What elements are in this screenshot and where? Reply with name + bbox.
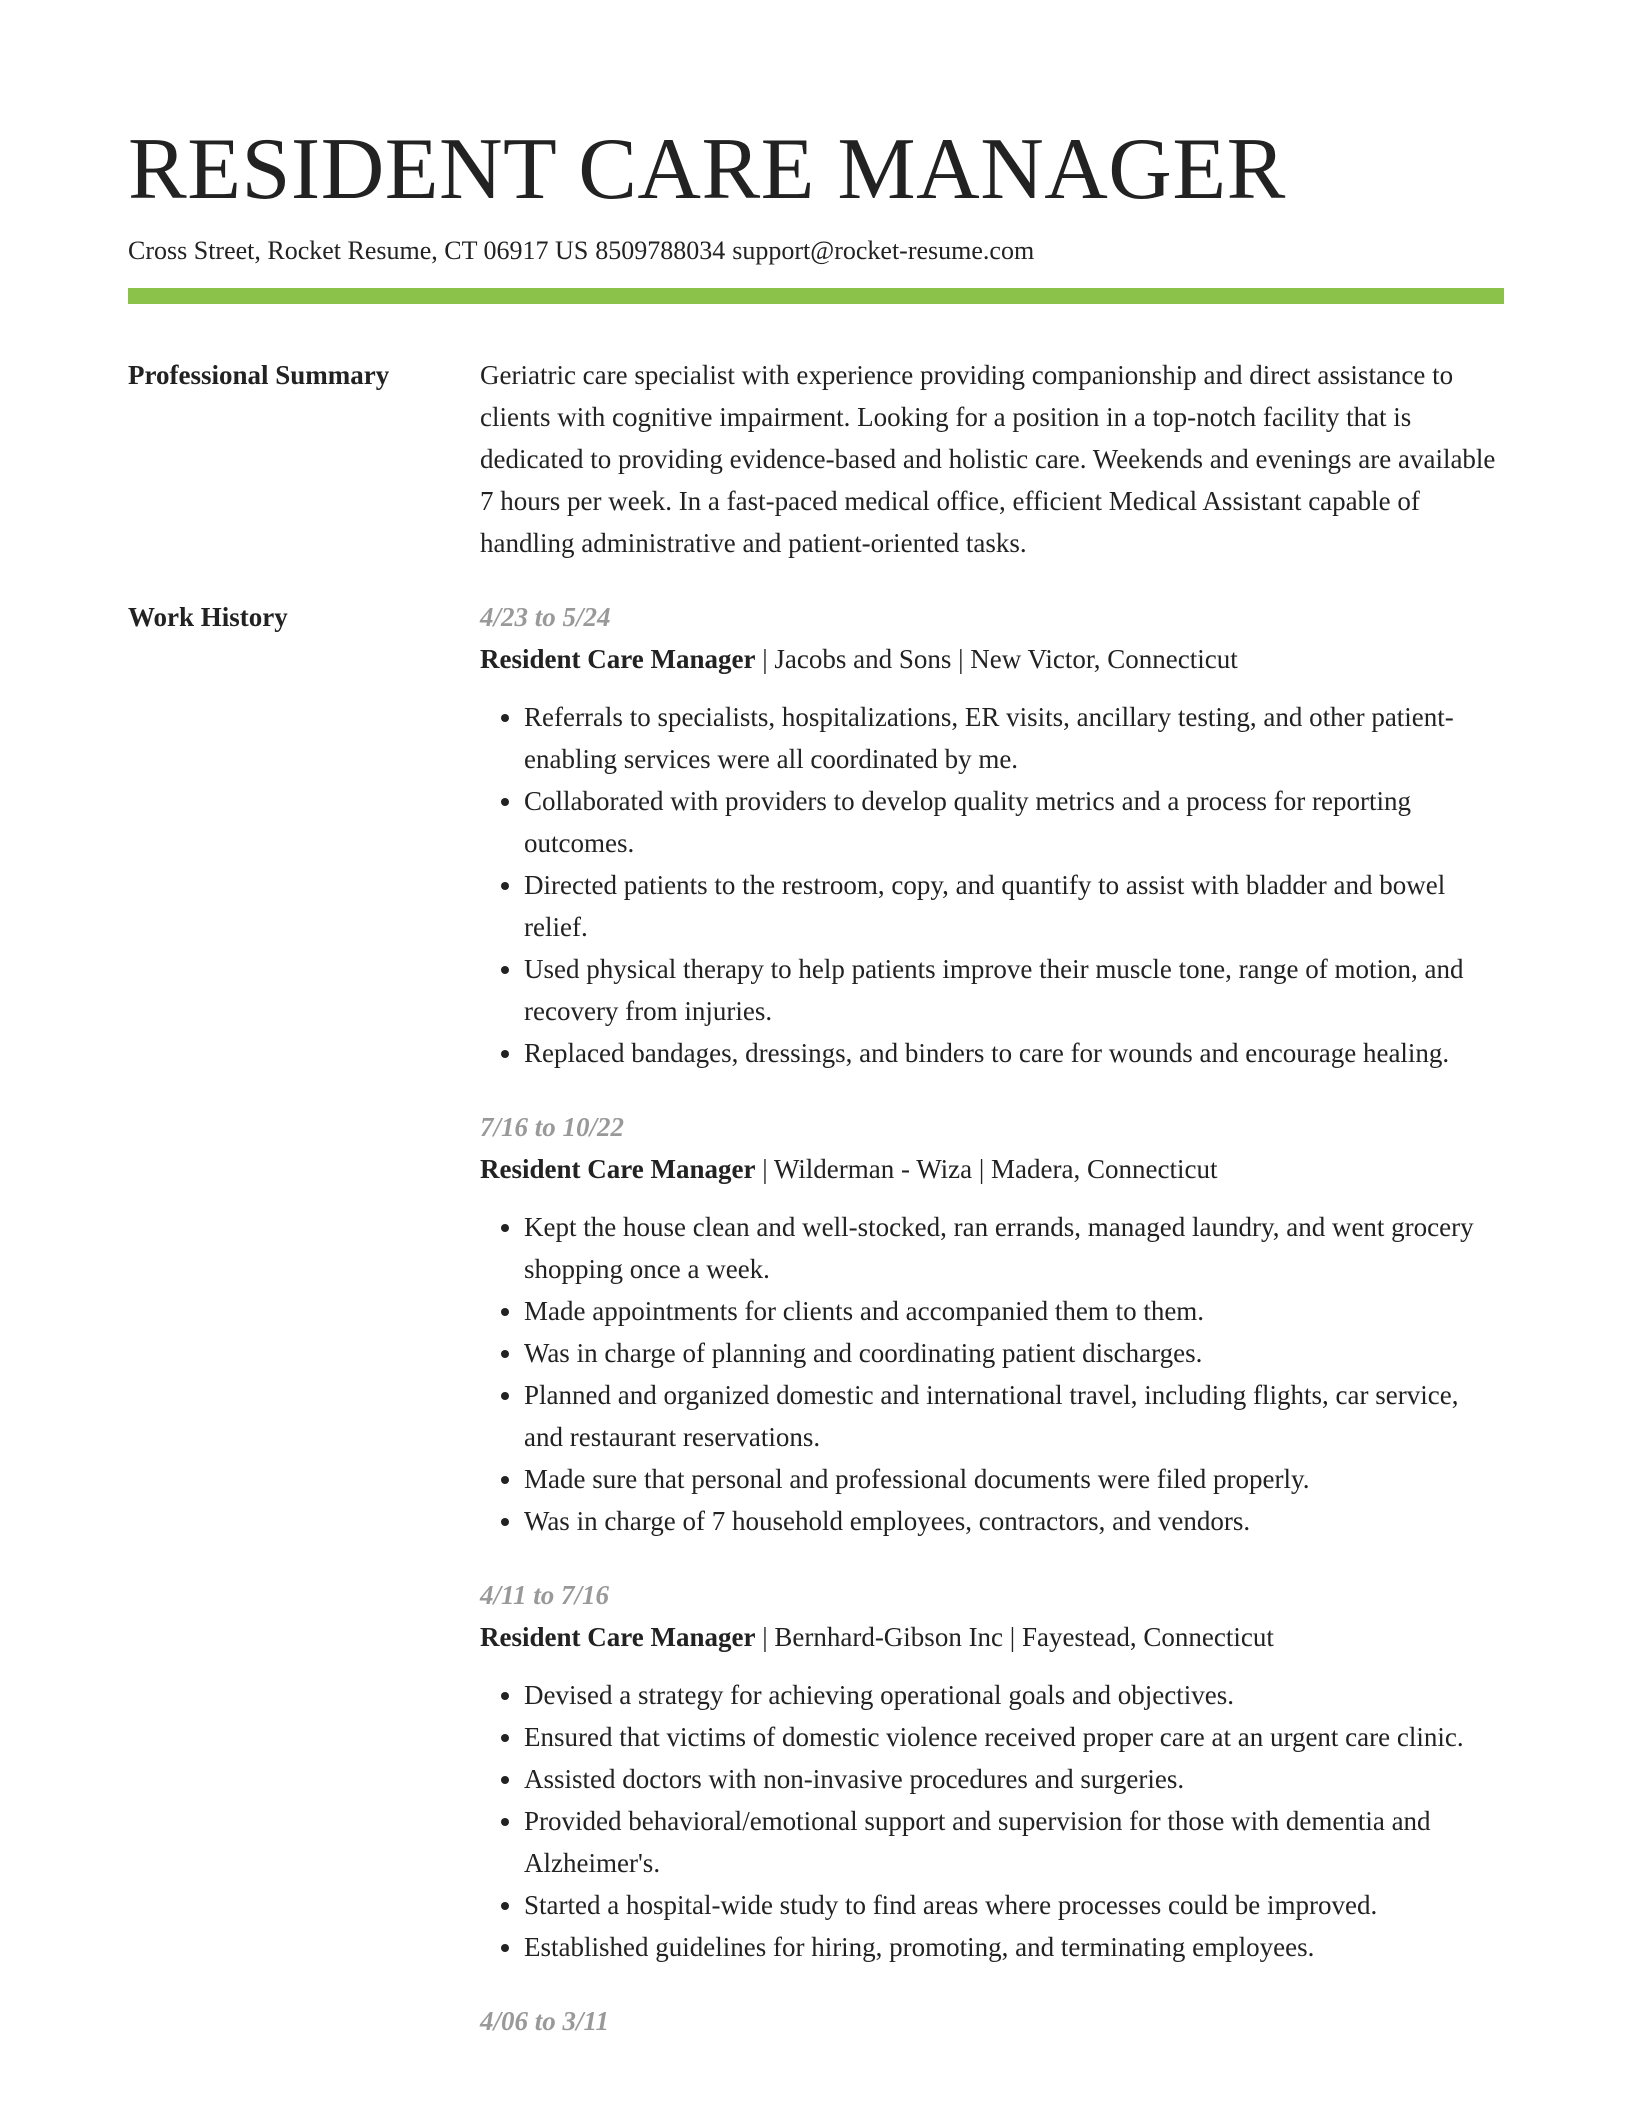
job-dates: 7/16 to 10/22 [480, 1112, 625, 1142]
job-dates: 4/11 to 7/16 [480, 1580, 610, 1610]
job-bullet: • Ensured that victims of domestic violence received proper care at an urgent care clinic. [524, 1716, 1504, 1758]
job-bullet: • Referrals to specialists, hospitalizations, ER visits, ancillary testing, and other patient-enabling services were all coordinated by me. [524, 696, 1504, 780]
job-bullet: • Directed patients to the restroom, copy, and quantify to assist with bladder and bowel relief. [524, 864, 1504, 948]
job-bullet: • Assisted doctors with non-invasive procedures and surgeries. [524, 1758, 1504, 1800]
job-bullet: • Provided behavioral/emotional support and supervision for those with dementia and Alzheimer's. [524, 1800, 1504, 1884]
job-bullet: • Was in charge of planning and coordinating patient discharges. [524, 1332, 1504, 1374]
job-separator: | [972, 1154, 992, 1184]
job-separator: | [755, 644, 775, 674]
job-bullet: • Was in charge of 7 household employees, contractors, and vendors. [524, 1500, 1504, 1542]
job-bullet: • Used physical therapy to help patients improve their muscle tone, range of motion, and recovery from injuries. [524, 948, 1504, 1032]
job-location: Fayestead, Connecticut [1021, 1622, 1274, 1652]
work-history-list [480, 596, 1504, 2042]
job-bullets [480, 1674, 1504, 1968]
job-entry [480, 596, 1504, 1074]
job-company: Jacobs and Sons [774, 644, 952, 674]
work-history-section [128, 596, 1504, 2042]
resume-page [128, 120, 1504, 2042]
job-bullets [480, 696, 1504, 1074]
job-bullet: • Collaborated with providers to develop quality metrics and a process for reporting outcomes. [524, 780, 1504, 864]
job-company: Bernhard-Gibson Inc [774, 1622, 1004, 1652]
contact-phone: 8509788034 [595, 236, 726, 265]
job-title-line [480, 1616, 1504, 1658]
job-bullet: • Planned and organized domestic and international travel, including flights, car service, and restaurant reservations. [524, 1374, 1504, 1458]
section-label-professional-summary: Professional Summary [128, 360, 390, 390]
contact-line [128, 234, 1504, 268]
job-bullet: • Made sure that personal and professional documents were filed properly. [524, 1458, 1504, 1500]
resume-name-heading: RESIDENT CARE MANAGER [128, 121, 1286, 218]
job-bullet: • Devised a strategy for achieving operational goals and objectives. [524, 1674, 1504, 1716]
job-title: Resident Care Manager [480, 1622, 756, 1652]
job-location: Madera, Connecticut [991, 1154, 1218, 1184]
job-bullet: • Made appointments for clients and accompanied them to them. [524, 1290, 1504, 1332]
job-title-line [480, 638, 1504, 680]
job-title-line [480, 1148, 1504, 1190]
job-bullets [480, 1206, 1504, 1542]
contact-email: support@rocket-resume.com [732, 236, 1035, 265]
job-title: Resident Care Manager [480, 1154, 756, 1184]
job-bullet: • Replaced bandages, dressings, and binders to care for wounds and encourage healing. [524, 1032, 1504, 1074]
header-divider [128, 288, 1504, 304]
job-title: Resident Care Manager [480, 644, 756, 674]
job-entry [480, 1106, 1504, 1542]
professional-summary-section [128, 354, 1504, 564]
job-separator: | [755, 1622, 775, 1652]
job-bullet: • Established guidelines for hiring, promoting, and terminating employees. [524, 1926, 1504, 1968]
job-bullet: • Kept the house clean and well-stocked, ran errands, managed laundry, and went grocery shopping once a week. [524, 1206, 1504, 1290]
job-separator: | [755, 1154, 774, 1184]
section-label-work-history: Work History [128, 602, 288, 632]
job-entry [480, 2000, 1504, 2042]
job-separator: | [951, 644, 971, 674]
job-separator: | [1003, 1622, 1022, 1652]
job-dates: 4/06 to 3/11 [480, 2006, 610, 2036]
contact-address: Cross Street, Rocket Resume, CT 06917 US [128, 236, 589, 265]
professional-summary-text: Geriatric care specialist with experience providing companionship and direct assistance to clients with cognitive impairment. Looking for a position in a top-notch facility that is dedicated to providing evidence-based and holistic care. Weekends and evenings are available 7 hours per week. In a fast-paced medical office, efficient Medical Assistant capable of handling administrative and patient-oriented tasks. [480, 360, 1496, 558]
job-bullet: • Started a hospital-wide study to find areas where processes could be improved. [524, 1884, 1504, 1926]
job-dates: 4/23 to 5/24 [480, 602, 611, 632]
job-entry [480, 1574, 1504, 1968]
job-location: New Victor, Connecticut [970, 644, 1238, 674]
job-company: Wilderman - Wiza [773, 1154, 973, 1184]
